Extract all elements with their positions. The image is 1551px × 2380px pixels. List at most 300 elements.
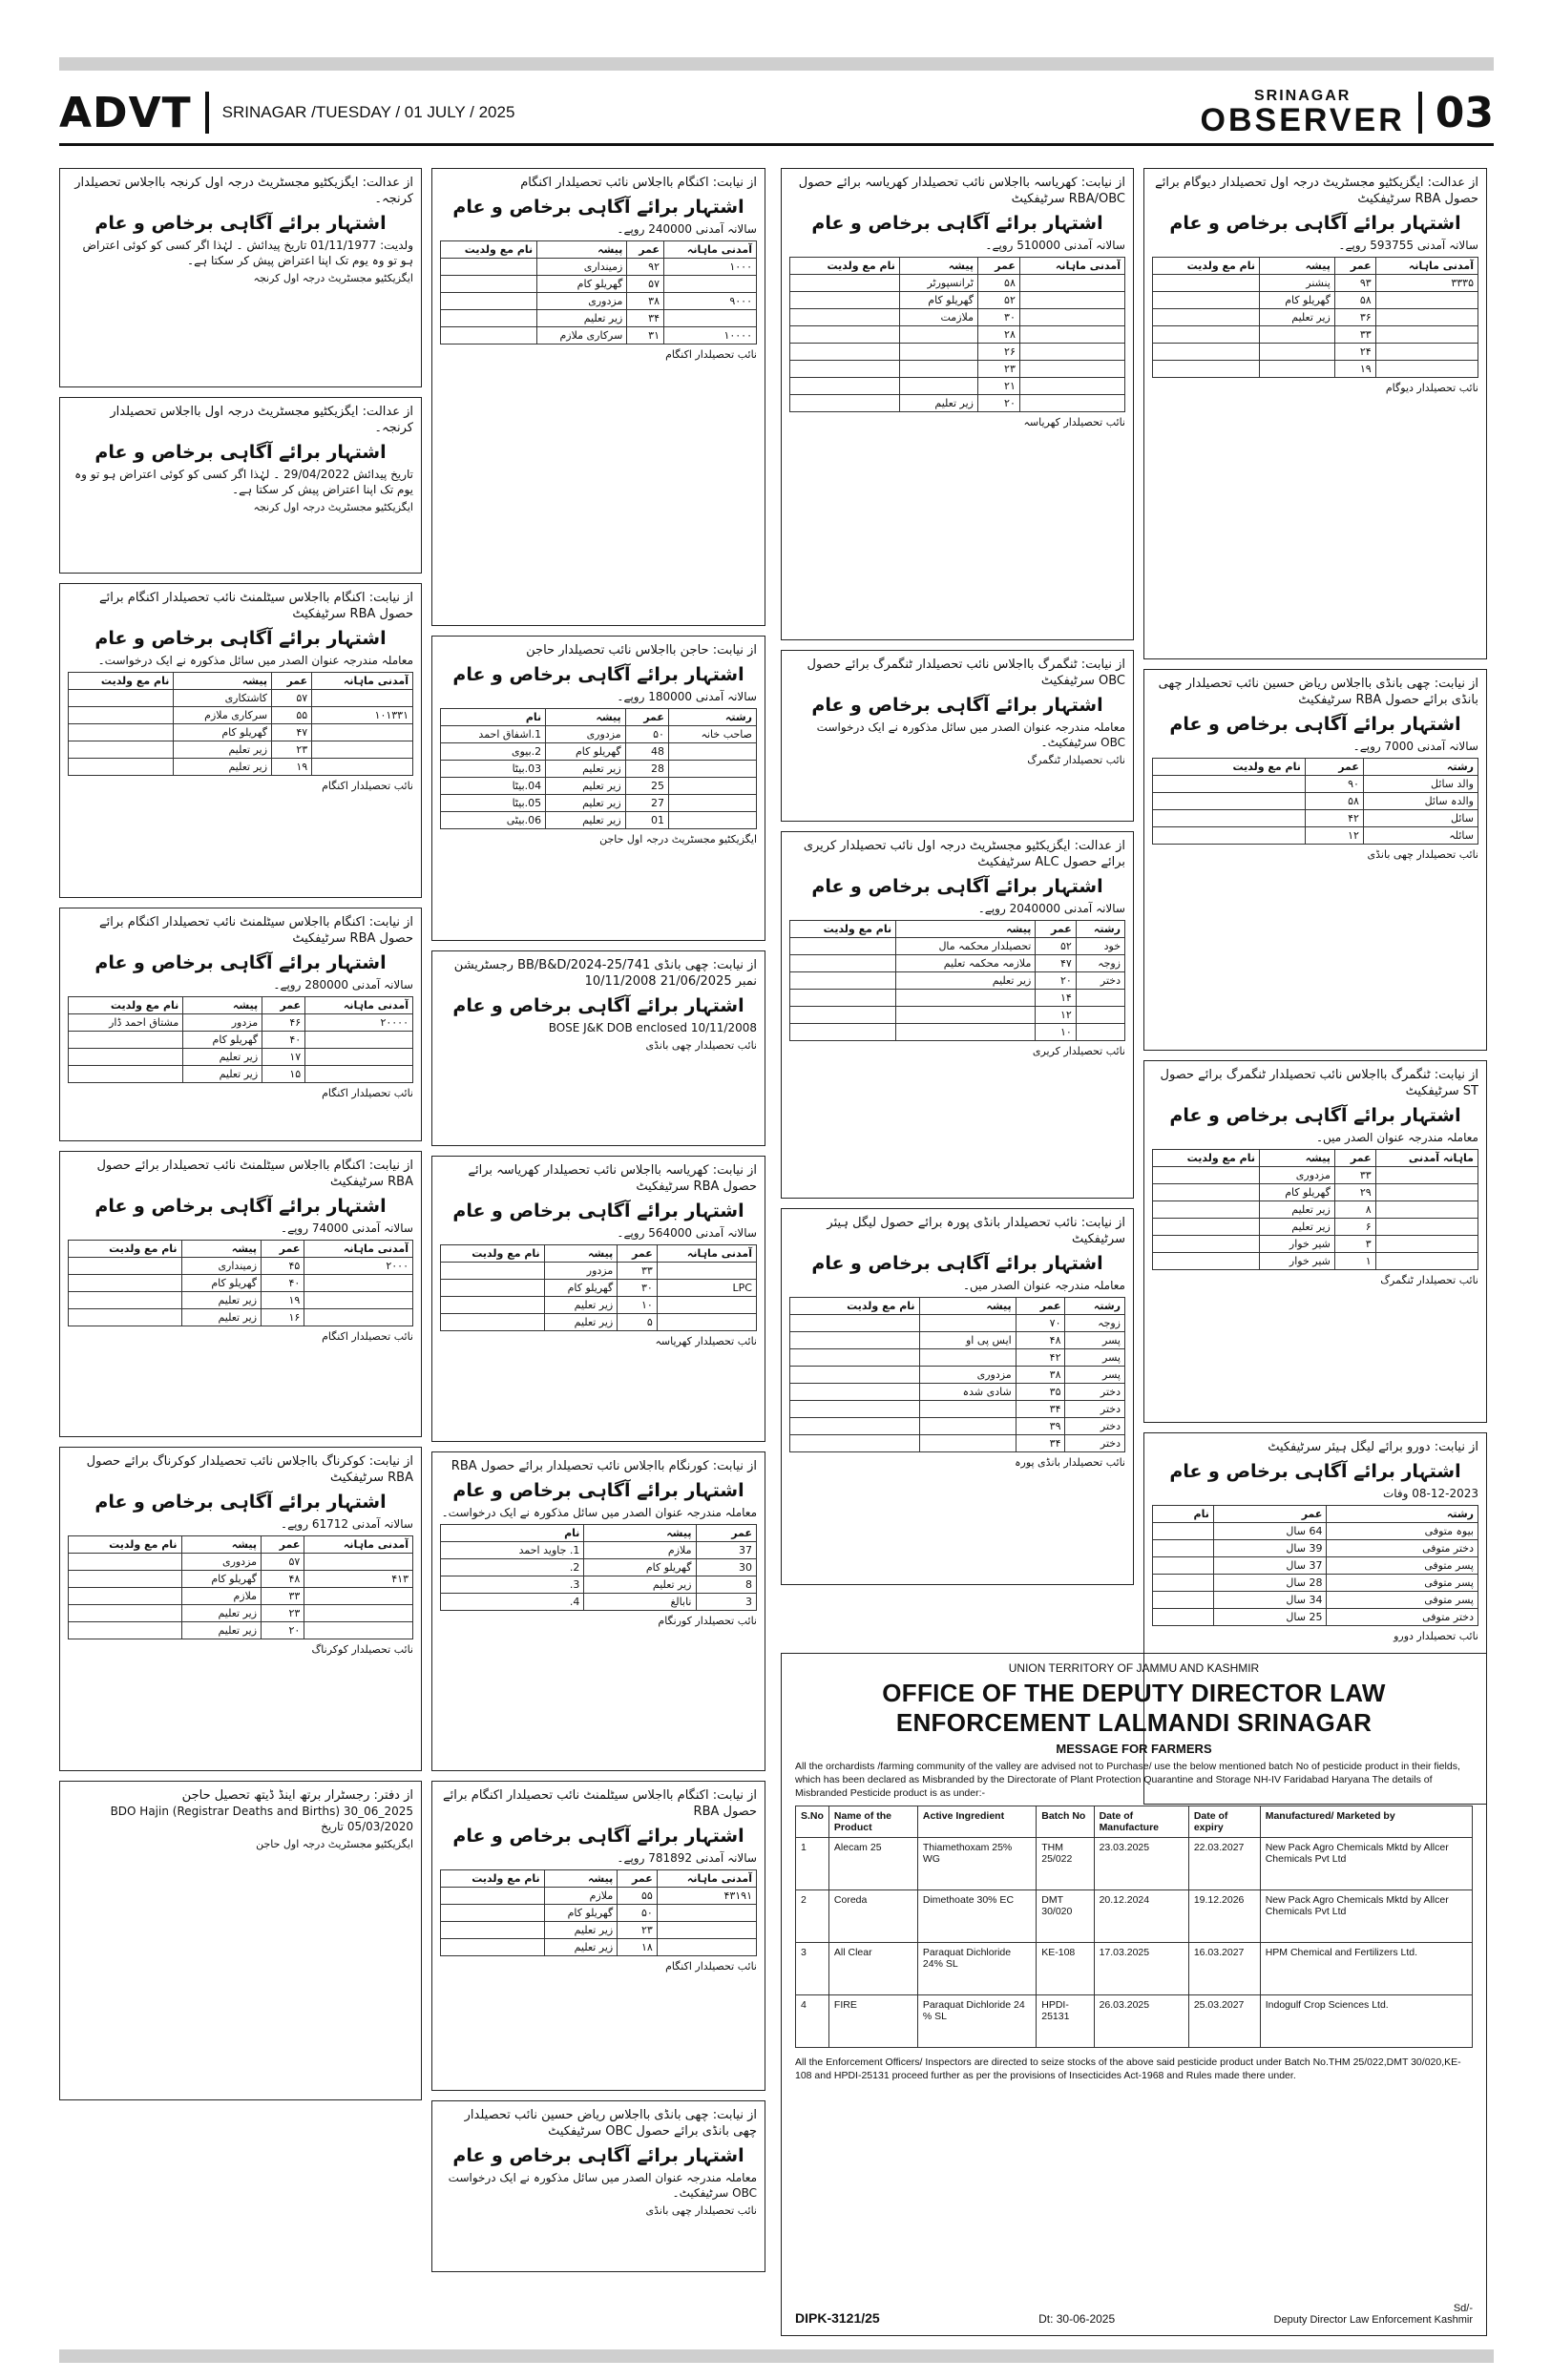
table-cell: ۳۳ xyxy=(1334,326,1375,344)
table-cell: 37 xyxy=(696,1542,757,1559)
notice-table xyxy=(440,240,757,344)
notice-title: اشتہار برائے آگاہی برخاص و عام xyxy=(452,664,744,685)
top-grey-bar xyxy=(59,57,1494,71)
table-header-row xyxy=(441,1525,757,1542)
notice-table xyxy=(68,1535,413,1639)
table-row xyxy=(790,1349,1125,1367)
table-cell: گھریلو کام xyxy=(546,743,626,761)
notice-body: سالانہ آمدنی 74000 روپے۔ xyxy=(281,1221,413,1235)
table-cell: کاشتکاری xyxy=(174,690,272,707)
pesticide-cell: 25.03.2027 xyxy=(1188,1995,1260,2048)
table-row xyxy=(1153,1167,1478,1184)
table-cell xyxy=(69,1032,183,1049)
table-row xyxy=(1153,1540,1478,1557)
table-cell xyxy=(1153,326,1260,344)
table-cell: زیر تعلیم xyxy=(181,1622,262,1639)
table-cell: 04.بیٹا xyxy=(441,778,546,795)
notice-body: 08-12-2023 وفات xyxy=(1382,1487,1478,1500)
table-cell: 2.بیوی xyxy=(441,743,546,761)
table-cell: نام مع ولدیت xyxy=(1153,759,1306,776)
table-cell xyxy=(1375,292,1478,309)
table-cell: ۲۸ xyxy=(977,326,1019,344)
table-cell: ۹۰ xyxy=(1305,776,1363,793)
pesticide-table-body xyxy=(796,1838,1473,2048)
table-cell xyxy=(441,293,537,310)
table-cell: پسر متوفی xyxy=(1327,1575,1478,1592)
notice-title: اشتہار برائے آگاہی برخاص و عام xyxy=(94,952,387,973)
table-header-row xyxy=(441,709,757,726)
table-cell: گھریلو کام xyxy=(537,276,627,293)
table-row xyxy=(790,309,1125,326)
table-cell xyxy=(1076,1024,1124,1041)
table-cell: پنشنر xyxy=(1259,275,1334,292)
notice-box xyxy=(431,950,765,1146)
pesticide-cell: 22.03.2027 xyxy=(1188,1838,1260,1890)
pesticide-cell: KE-108 xyxy=(1037,1943,1094,1995)
table-cell: ۲۰ xyxy=(262,1622,304,1639)
table-row xyxy=(69,1258,413,1275)
table-cell xyxy=(312,759,413,776)
table-cell: ۳۳ xyxy=(262,1588,304,1605)
table-row xyxy=(69,1066,413,1083)
table-cell: 1. جاوید احمد xyxy=(441,1542,584,1559)
notice-box xyxy=(431,2100,765,2272)
table-cell: زیر تعلیم xyxy=(1259,1201,1334,1219)
notice-heading: از نیابت: کوکرناگ بااجلاس نائب تحصیلدار کوکرناگ برائے حصول RBA سرٹیفکیٹ xyxy=(86,1454,413,1485)
brand-top: SRINAGAR xyxy=(1253,88,1352,104)
table-header-row xyxy=(1153,258,1478,275)
table-row xyxy=(790,1435,1125,1452)
notice-box xyxy=(431,1156,765,1442)
table-cell: گھریلو کام xyxy=(584,1559,696,1576)
table-cell: ۵۲ xyxy=(1036,938,1076,955)
notice-body: معاملہ مندرجہ عنوان الصدر میں۔ xyxy=(1316,1131,1478,1144)
notice-heading: از نیابت: ٹنگمرگ بااجلاس نائب تحصیلدار ٹنگمرگ برائے حصول OBC سرٹیفکیٹ xyxy=(807,658,1125,688)
table-cell: ۲۰ xyxy=(977,395,1019,412)
table-cell xyxy=(1153,361,1260,378)
table-cell: ۲۶ xyxy=(977,344,1019,361)
table-cell xyxy=(790,275,900,292)
table-cell xyxy=(305,1049,413,1066)
table-row xyxy=(790,378,1125,395)
table-row xyxy=(790,1007,1125,1024)
table-cell: ۵۷ xyxy=(627,276,664,293)
table-row xyxy=(790,361,1125,378)
table-row xyxy=(790,326,1125,344)
notice-signatory: ایگزیکٹیو مجسٹریٹ درجہ اول حاجن xyxy=(256,1838,413,1850)
notice-heading: از عدالت: ایگزیکٹیو مجسٹریٹ درجہ اول تحصیلدار دیوگام برائے حصول RBA سرٹیفکیٹ xyxy=(1155,176,1478,206)
table-cell xyxy=(1375,1167,1478,1184)
table-cell: 3. xyxy=(441,1576,584,1594)
pesticide-cell: 4 xyxy=(796,1995,829,2048)
table-header-row xyxy=(69,673,413,690)
table-cell: آمدنی ماہانہ xyxy=(312,673,413,690)
table-cell xyxy=(1153,1219,1260,1236)
table-row xyxy=(1153,309,1478,326)
table-cell: عمر xyxy=(1036,921,1076,938)
table-cell: ۱۰ xyxy=(1036,1024,1076,1041)
notice-heading: از دفتر: رجسٹرار برتھ اینڈ ڈیتھ تحصیل حاجن xyxy=(181,1788,413,1803)
table-cell xyxy=(657,1297,756,1314)
notice-box xyxy=(781,168,1134,640)
table-cell: زیر تعلیم xyxy=(544,1922,618,1939)
table-cell xyxy=(1153,810,1306,827)
brand-main: OBSERVER xyxy=(1200,102,1405,138)
table-cell: ۲۳ xyxy=(272,741,312,759)
table-cell: ۴۰ xyxy=(262,1032,305,1049)
table-cell: زیر تعلیم xyxy=(1259,1219,1334,1236)
table-cell: والد سائل xyxy=(1363,776,1478,793)
le-date: Dt: 30-06-2025 xyxy=(1038,2312,1116,2326)
table-cell: نام مع ولدیت xyxy=(441,241,537,259)
table-cell xyxy=(69,690,174,707)
notice-table xyxy=(789,1297,1125,1452)
table-cell xyxy=(304,1292,413,1309)
notice-box xyxy=(59,1781,422,2100)
notice-heading: از نیابت: دورو برائے لیگل ہیئر سرٹیفکیٹ xyxy=(1268,1440,1478,1454)
notice-title: اشتہار برائے آگاہی برخاص و عام xyxy=(94,442,387,463)
table-cell: عمر xyxy=(262,997,305,1014)
notice-title: اشتہار برائے آگاہی برخاص و عام xyxy=(811,1253,1103,1274)
pesticide-col-header: Date of expiry xyxy=(1188,1806,1260,1838)
table-cell: نام مع ولدیت xyxy=(69,997,183,1014)
table-cell: 28 xyxy=(625,761,668,778)
le-sd: Sd/- xyxy=(1453,2303,1473,2314)
table-cell xyxy=(1153,1540,1214,1557)
table-cell: پسر xyxy=(1065,1349,1125,1367)
notice-title: اشتہار برائے آگاہی برخاص و عام xyxy=(94,1196,387,1217)
table-row xyxy=(790,1367,1125,1384)
notice-signatory: ایگزیکٹیو مجسٹریٹ درجہ اول حاجن xyxy=(599,833,757,846)
table-cell: ۲۹ xyxy=(1334,1184,1375,1201)
table-cell: ماہانہ آمدنی xyxy=(1375,1150,1478,1167)
pesticide-col-header: Name of the Product xyxy=(828,1806,917,1838)
table-row xyxy=(1153,1236,1478,1253)
table-row xyxy=(1153,1219,1478,1236)
notice-heading: از نیابت: اکنگام بااجلاس سیٹلمنٹ نائب تحصیلدار اکنگام برائے حصول RBA xyxy=(443,1788,757,1819)
table-cell: ۳۹ xyxy=(1016,1418,1065,1435)
table-cell: ۴۳۱۹۱ xyxy=(657,1888,756,1905)
table-cell: عمر xyxy=(618,1870,658,1888)
table-cell: گھریلو کام xyxy=(1259,1184,1334,1201)
notice-body: سالانہ آمدنی 510000 روپے۔ xyxy=(985,239,1125,252)
table-cell xyxy=(1153,827,1306,845)
table-cell: عمر xyxy=(1334,258,1375,275)
table-row xyxy=(441,1939,757,1956)
table-row xyxy=(1153,1575,1478,1592)
table-cell: رشتہ xyxy=(668,709,756,726)
table-cell xyxy=(919,1315,1016,1332)
notice-heading: از نیابت: اکنگام بااجلاس سیٹلمنٹ نائب تحصیلدار برائے حصول RBA سرٹیفکیٹ xyxy=(96,1159,413,1189)
table-row xyxy=(441,778,757,795)
table-row xyxy=(790,1418,1125,1435)
notice-box xyxy=(1143,168,1487,659)
notice-body: معاملہ مندرجہ عنوان الصدر میں سائل مذکورہ نے ایک درخواست۔ xyxy=(441,1506,757,1519)
table-cell xyxy=(1259,361,1334,378)
table-cell: 03.بیٹا xyxy=(441,761,546,778)
table-cell xyxy=(919,1418,1016,1435)
table-cell xyxy=(899,344,977,361)
notice-signatory: نائب تحصیلدار بانڈی پورہ xyxy=(1015,1456,1125,1469)
table-cell xyxy=(1019,344,1124,361)
table-cell: ملازم xyxy=(544,1888,618,1905)
notice-signatory: نائب تحصیلدار چھی بانڈی xyxy=(645,1039,757,1052)
table-cell: والدہ سائل xyxy=(1363,793,1478,810)
notice-title: اشتہار برائے آگاہی برخاص و عام xyxy=(1169,1461,1461,1482)
pesticide-col-header: Manufactured/ Marketed by xyxy=(1260,1806,1472,1838)
table-cell: مزدوری xyxy=(537,293,627,310)
notice-heading: از نیابت: اکنگام بااجلاس نائب تحصیلدار اکنگام xyxy=(520,176,757,190)
table-row xyxy=(790,955,1125,972)
table-cell: ۵۰ xyxy=(625,726,668,743)
table-cell: تحصیلدار محکمہ مال xyxy=(896,938,1036,955)
table-row xyxy=(1153,1609,1478,1626)
table-cell xyxy=(657,1905,756,1922)
table-cell xyxy=(1019,309,1124,326)
table-cell: 37 سال xyxy=(1213,1557,1327,1575)
table-cell: ۴۲ xyxy=(1016,1349,1065,1367)
table-cell xyxy=(304,1622,413,1639)
notice-body: معاملہ مندرجہ عنوان الصدر میں سائل مذکورہ نے ایک درخواست OBC سرٹیفکیٹ۔ xyxy=(816,720,1125,749)
table-cell xyxy=(1153,1523,1214,1540)
pesticide-cell: Alecam 25 xyxy=(828,1838,917,1890)
table-cell: ۵۵ xyxy=(618,1888,658,1905)
table-cell xyxy=(1019,292,1124,309)
table-cell xyxy=(441,1297,545,1314)
table-cell xyxy=(441,327,537,344)
notice-signatory: نائب تحصیلدار اکنگام xyxy=(665,1960,757,1973)
table-cell: شیر خوار xyxy=(1259,1236,1334,1253)
table-cell: گھریلو کام xyxy=(899,292,977,309)
table-cell xyxy=(441,1280,545,1297)
table-cell xyxy=(790,1384,920,1401)
table-cell xyxy=(1019,326,1124,344)
notice-title: اشتہار برائے آگاہی برخاص و عام xyxy=(811,695,1103,716)
table-header-row xyxy=(441,241,757,259)
table-cell: ۲۴ xyxy=(1334,344,1375,361)
table-cell: زیر تعلیم xyxy=(537,310,627,327)
table-cell: زوجہ xyxy=(1076,955,1124,972)
table-row xyxy=(441,795,757,812)
table-cell: ۳۳ xyxy=(1334,1167,1375,1184)
notice-signatory: نائب تحصیلدار اکنگام xyxy=(665,348,757,361)
notice-body: معاملہ مندرجہ عنوان الصدر میں سائل مذکورہ نے ایک درخواست OBC سرٹیفکیٹ۔ xyxy=(448,2171,757,2200)
pesticide-cell: 16.03.2027 xyxy=(1188,1943,1260,1995)
law-enforcement-notice xyxy=(781,1653,1487,2336)
table-cell: ۵۵ xyxy=(272,707,312,724)
notice-title: اشتہار برائے آگاہی برخاص و عام xyxy=(1169,213,1461,234)
pesticide-cell: 2 xyxy=(796,1890,829,1943)
notice-table xyxy=(1152,1505,1478,1626)
table-header-row xyxy=(441,1245,757,1263)
table-cell xyxy=(69,1571,182,1588)
pesticide-row xyxy=(796,1995,1473,2048)
table-row xyxy=(441,310,757,327)
notice-table xyxy=(440,1524,757,1611)
table-cell xyxy=(1375,309,1478,326)
table-cell: عمر xyxy=(977,258,1019,275)
table-cell: دختر xyxy=(1076,972,1124,990)
table-cell: ۳۴ xyxy=(627,310,664,327)
table-cell: ۵۰ xyxy=(618,1905,658,1922)
table-cell: ۴۷ xyxy=(1036,955,1076,972)
table-row xyxy=(1153,1184,1478,1201)
table-row xyxy=(790,1315,1125,1332)
table-cell xyxy=(69,1275,182,1292)
table-cell xyxy=(899,378,977,395)
table-cell xyxy=(790,292,900,309)
notice-signatory: نائب تحصیلدار اکنگام xyxy=(322,1330,413,1343)
table-cell: ۵۸ xyxy=(1305,793,1363,810)
table-cell: 4. xyxy=(441,1594,584,1611)
table-cell xyxy=(441,1263,545,1280)
table-cell xyxy=(1259,326,1334,344)
notice-signatory: نائب تحصیلدار ٹنگمرگ xyxy=(1027,754,1125,766)
table-cell xyxy=(899,326,977,344)
header-divider xyxy=(205,92,209,134)
table-cell xyxy=(1153,1167,1260,1184)
table-cell xyxy=(441,1939,545,1956)
le-ut-label: UNION TERRITORY OF JAMMU AND KASHMIR xyxy=(1008,1661,1260,1675)
table-cell: شیر خوار xyxy=(1259,1253,1334,1270)
notice-heading: از نیابت: چھی بانڈی BB/B&D/2024-25/741 رجسٹریشن نمبر 21/06/2025 10/11/2008 xyxy=(453,958,757,989)
table-cell: زیر تعلیم xyxy=(1259,309,1334,326)
notice-title: اشتہار برائے آگاہی برخاص و عام xyxy=(452,1826,744,1847)
table-cell: زیر تعلیم xyxy=(546,778,626,795)
table-cell: نام مع ولدیت xyxy=(790,1298,920,1315)
table-header-row xyxy=(1153,759,1478,776)
table-cell xyxy=(668,761,756,778)
table-cell: رشتہ xyxy=(1363,759,1478,776)
table-cell xyxy=(790,344,900,361)
table-cell xyxy=(1019,395,1124,412)
notice-box xyxy=(59,583,422,898)
table-cell: ۲۰ xyxy=(1036,972,1076,990)
notice-body: سالانہ آمدنی 180000 روپے۔ xyxy=(617,690,757,703)
table-header-row xyxy=(1153,1506,1478,1523)
table-cell: زیر تعلیم xyxy=(544,1939,618,1956)
table-cell: عمر xyxy=(1016,1298,1065,1315)
table-cell xyxy=(1076,990,1124,1007)
table-row xyxy=(441,276,757,293)
table-cell: 48 xyxy=(625,743,668,761)
table-cell xyxy=(1375,344,1478,361)
table-cell: ۱۹ xyxy=(272,759,312,776)
table-cell: 06.بیٹی xyxy=(441,812,546,829)
table-cell xyxy=(69,1258,182,1275)
notice-table xyxy=(440,1244,757,1331)
table-row xyxy=(790,938,1125,955)
table-cell: 05.بیٹا xyxy=(441,795,546,812)
table-cell: پیشہ xyxy=(899,258,977,275)
table-cell: پیشہ xyxy=(896,921,1036,938)
notice-title: اشتہار برائے آگاہی برخاص و عام xyxy=(811,213,1103,234)
table-cell: ملازم xyxy=(181,1588,262,1605)
pesticide-cell: New Pack Agro Chemicals Mktd by Allcer Chemicals Pvt Ltd xyxy=(1260,1890,1472,1943)
notice-signatory: نائب تحصیلدار دیوگام xyxy=(1385,382,1478,394)
table-cell: 34 سال xyxy=(1213,1592,1327,1609)
table-cell: آمدنی ماہانہ xyxy=(304,1241,413,1258)
table-cell: ۲۰۰۰۰ xyxy=(305,1014,413,1032)
notice-heading: از نیابت: ٹنگمرگ بااجلاس نائب تحصیلدار ٹنگمرگ برائے حصول ST سرٹیفکیٹ xyxy=(1160,1068,1478,1098)
table-cell: زیر تعلیم xyxy=(544,1314,618,1331)
notice-signatory: ایگزیکٹیو مجسٹریٹ درجہ اول کرنجہ xyxy=(253,501,413,513)
table-row xyxy=(441,812,757,829)
table-cell xyxy=(657,1314,756,1331)
table-cell: گھریلو کام xyxy=(1259,292,1334,309)
table-cell xyxy=(1153,309,1260,326)
table-cell xyxy=(441,276,537,293)
table-cell: رشتہ xyxy=(1065,1298,1125,1315)
table-row xyxy=(69,1605,413,1622)
table-cell: پیشہ xyxy=(181,1536,262,1554)
table-cell xyxy=(441,1314,545,1331)
le-intro: All the orchardists /farming community of the valley are advised not to Purchase/ use the below mentioned batch No of pesticide product in their fields, which has been declared as Misbranded by the Directorate of Plant Protection Quarantine and Storage NH-IV Faridabad Haryana The details of Misbranded Pesticide product is as under:- xyxy=(795,1761,1460,1799)
table-cell xyxy=(1375,361,1478,378)
table-cell: نام مع ولدیت xyxy=(1153,258,1260,275)
column-3 xyxy=(781,168,1134,1595)
table-cell: ۳۳۳۵ xyxy=(1375,275,1478,292)
table-cell xyxy=(668,795,756,812)
table-cell: زیر تعلیم xyxy=(181,1292,262,1309)
notice-body: سالانہ آمدنی 2040000 روپے۔ xyxy=(977,902,1125,915)
notice-table xyxy=(68,996,413,1083)
notice-signatory: نائب تحصیلدار کریری xyxy=(1032,1045,1125,1057)
table-cell: ۴۶ xyxy=(262,1014,305,1032)
table-cell: مزدوری xyxy=(181,1554,262,1571)
table-cell: ۳۴ xyxy=(1016,1401,1065,1418)
table-cell: گھریلو کام xyxy=(174,724,272,741)
table-row xyxy=(441,743,757,761)
table-cell xyxy=(441,259,537,276)
table-cell xyxy=(790,1007,896,1024)
notice-box xyxy=(431,1451,765,1771)
table-cell xyxy=(69,1066,183,1083)
table-cell: زیر تعلیم xyxy=(181,1309,262,1326)
notice-heading: از نیابت: کھریاسہ بااجلاس نائب تحصیلدار کھریاسہ برائے حصول RBA سرٹیفکیٹ xyxy=(468,1163,757,1194)
table-cell xyxy=(304,1309,413,1326)
table-cell: 25 xyxy=(625,778,668,795)
table-row xyxy=(790,1384,1125,1401)
notice-body: 2025_06_30 (Registrar Deaths and Births) BDO Hajin 05/03/2020 تاریخ xyxy=(110,1805,413,1833)
table-cell: 01 xyxy=(625,812,668,829)
table-cell xyxy=(312,690,413,707)
notice-table xyxy=(1152,1149,1478,1270)
notice-body: سالانہ آمدنی 781892 روپے۔ xyxy=(617,1851,757,1865)
table-cell: ۳۸ xyxy=(627,293,664,310)
notice-body: سالانہ آمدنی 280000 روپے۔ xyxy=(273,978,413,992)
table-cell: 39 سال xyxy=(1213,1540,1327,1557)
table-cell: پیشہ xyxy=(919,1298,1016,1315)
notice-title: اشتہار برائے آگاہی برخاص و عام xyxy=(94,213,387,234)
table-row xyxy=(441,293,757,310)
table-cell xyxy=(69,1292,182,1309)
table-row xyxy=(1153,326,1478,344)
le-bottom-line xyxy=(795,2303,1473,2326)
table-cell xyxy=(1153,1575,1214,1592)
table-cell: زیر تعلیم xyxy=(546,795,626,812)
table-cell xyxy=(919,1349,1016,1367)
table-cell: آمدنی ماہانہ xyxy=(664,241,757,259)
table-cell: ۴۸ xyxy=(262,1571,304,1588)
table-cell: زیر تعلیم xyxy=(584,1576,696,1594)
table-cell xyxy=(790,378,900,395)
table-row xyxy=(790,1401,1125,1418)
notice-box xyxy=(781,831,1134,1199)
table-cell xyxy=(790,1315,920,1332)
notice-table xyxy=(789,257,1125,412)
table-cell: ۳۶ xyxy=(1334,309,1375,326)
